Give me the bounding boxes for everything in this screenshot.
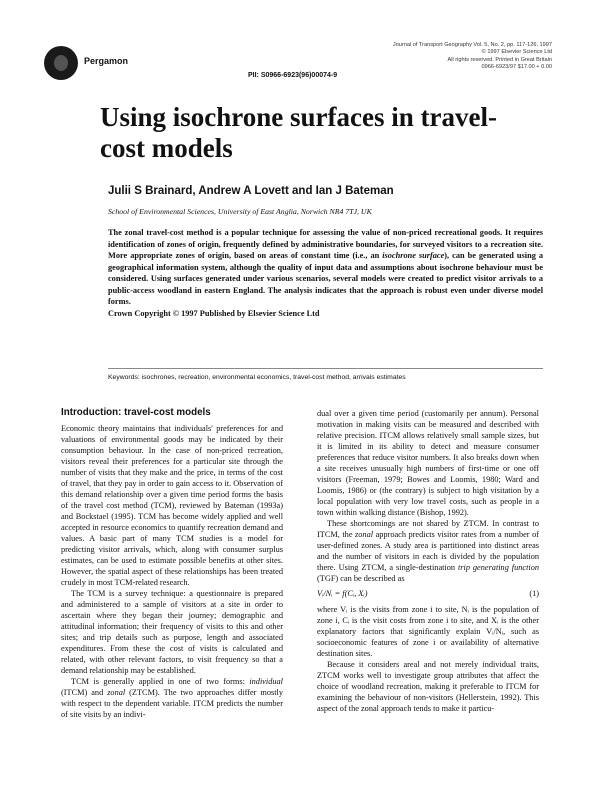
- section-heading: Introduction: travel-cost models: [61, 407, 211, 418]
- text-run: TCM is generally applied in one of two forms:: [71, 677, 250, 687]
- publisher-name: Pergamon: [84, 56, 129, 66]
- text-run: (TGF) can be described as: [317, 574, 405, 584]
- journal-line: Journal of Transport Geography Vol. 5, No. 2, pp. 117-126, 1997: [392, 42, 552, 48]
- journal-info: [392, 42, 552, 71]
- pii-code: PII: S0966-6923(96)00074-9: [248, 72, 338, 79]
- paragraph: dual over a given time period (customarily per annum). Personal motivation in making visits can be measured and described with relative precision. ITCM allows relatively small sample sizes, but it is limited in its ability to detect and measure consumer preferences that reduce visitor numbers. It also breaks down when a site receives unusually high numbers of first-time or one off visitors (Freeman, 1979; Bowes and Loomis, 1980; Ward and Loomis, 1986) or (the contrary) is subject to high visitation by a local population with very low travel costs, such as people in a town within walking distance (Bishop, 1992).: [317, 409, 539, 518]
- left-column: [61, 423, 283, 720]
- right-column: [317, 408, 539, 714]
- paragraph: Economic theory maintains that individuals' preferences for and valuations of environmental goods may be indicated by their consumption behaviour. In the case of non-priced recreation, visitors reveal their preferences for a particular site through the number of visits that they make and the price, in terms of the cost of travel, that they pay in order to gain access to it. Observation of this demand relationship over a given time period forms the basis of the travel cost method (TCM), reviewed by Bateman (1993a) and Bockstael (1995). TCM has become widely applied and well accepted in resource economics to quantify recreation demand and values. A basic part of many TCM studies is a model for predicting visitor arrivals, which, along with consumer surplus estimates, can be used to estimate possible benefits at other sites. However, the spatial aspect of these relationships has been treated crudely in most TCM-related research.: [61, 424, 283, 588]
- keywords-label: Keywords:: [108, 374, 140, 381]
- paragraph: The TCM is a survey technique: a questionnaire is prepared and administered to a sample of visitors at a site in order to ascertain where they began their journey; demographic and attitudinal information; their frequency of visits to this and other sites; and trip details such as purpose, length and associated expenditures. From these the cost of visits is calculated and related, with other relevant factors, to visit frequency so that a demand relationship may be established.: [61, 589, 283, 676]
- copyright-notice: Crown Copyright © 1997 Published by Elsevier Science Ltd: [108, 308, 320, 318]
- publisher-logo: [44, 46, 78, 80]
- italic-term: individual: [249, 677, 283, 687]
- equation-number: (1): [529, 589, 539, 599]
- author-list: Julii S Brainard, Andrew A Lovett and Ian J Bateman: [108, 185, 394, 197]
- paragraph: [61, 676, 283, 720]
- italic-term: trip generating function: [457, 563, 539, 573]
- text-run: These shortcomings are not shared by ZTCM. In contrast to ITCM, the: [317, 519, 539, 540]
- italic-term: zonal: [355, 530, 374, 540]
- paragraph: where Vᵢ is the visits from zone i to site, Nᵢ is the population of zone i, Cᵢ is the visit costs from zone i to site, and Xᵢ is the other explanatory factors that significantly explain Vᵢ/Nᵢ, such as socioeconomic features of zone i or availability of alternative destination sites.: [317, 605, 539, 659]
- journal-line: All rights reserved. Printed in Great Britain: [447, 56, 552, 63]
- affiliation: School of Environmental Sciences, University of East Anglia, Norwich NR4 7TJ, UK: [108, 207, 372, 216]
- abstract: [108, 227, 543, 319]
- abstract-text: The zonal travel-cost method is a popular technique for assessing the value of non-priced recreational goods. It requires identification of zones of origin, frequently defined by administrative boundaries, for surveyed visitors to a recreation site. More appropriate zones of origin, based on areas of constant time (i.e., an: [108, 228, 543, 260]
- equation: [317, 588, 539, 599]
- abstract-term: isochrone surface: [382, 251, 445, 260]
- paragraph: [317, 518, 539, 584]
- text-run: approach predicts visitor rates from a number of user-defined zones. A study area is partitioned into distinct areas and the number of visitors in each is divided by the population there. Using ZTCM, a single-destination: [317, 530, 539, 573]
- paragraph: Because it considers areal and not merely individual traits, ZTCM works well to investigate group attributes that affect the choice of woodland recreation, making it preferable to ITCM for examining the behaviour of non-visitors (Hellerstein, 1992). This aspect of the zonal approach tends to make it particu-: [317, 660, 539, 714]
- paper-title: Using isochrone surfaces in travel-cost models: [100, 102, 497, 163]
- keywords-text: isochrones, recreation, environmental economics, travel-cost method, arrivals estimates: [141, 374, 406, 381]
- abstract-text: ), can be generated using a geographical information system, although the quality of input data and assumptions about isochrone behaviour must be considered. Using surfaces generated under various scenarios, several models were created to predict visitor arrivals to a public-access woodland in eastern England. The analysis indicates that the approach is robust even under diverse model forms.: [108, 251, 544, 306]
- text-run: (ITCM) and: [61, 688, 108, 698]
- journal-line: 0966-6923/97 $17.00 + 0.00: [481, 63, 552, 70]
- divider: [108, 368, 543, 369]
- keywords: [108, 374, 406, 381]
- italic-term: zonal: [107, 688, 126, 698]
- text-run: (ZTCM). The two approaches differ mostly with respect to the dependent variable. ITCM predicts the number of site visits by an indivi-: [61, 688, 283, 720]
- journal-line: © 1997 Elsevier Science Ltd: [481, 49, 552, 56]
- equation-formula: Vᵢ/Nᵢ = f(Cᵢ, Xᵢ): [317, 589, 368, 599]
